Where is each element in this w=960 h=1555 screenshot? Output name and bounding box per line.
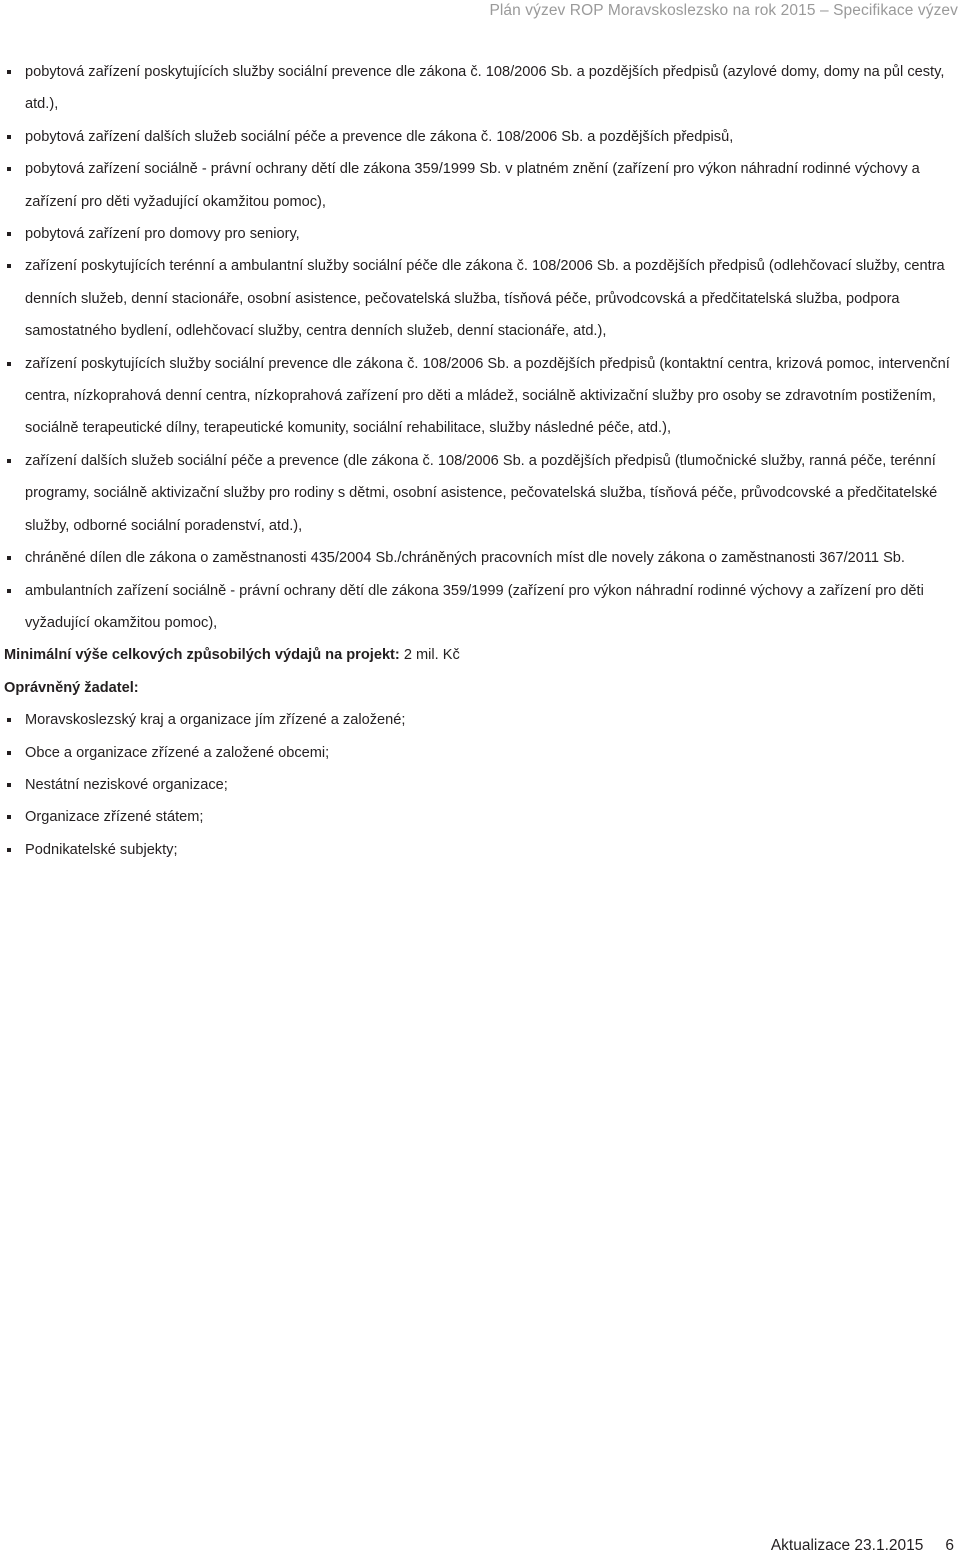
list-item [4, 121, 954, 153]
min-expenditure-value: 2 mil. Kč [403, 647, 460, 664]
running-header: Plán výzev ROP Moravskoslezsko na rok 2015 – Specifikace výzev [489, 2, 958, 19]
update-date: Aktualizace 23.1.2015 [770, 1537, 924, 1554]
list-item [4, 704, 954, 736]
bullet-marker [7, 167, 11, 171]
list-item-text: Nestátní neziskové organizace; [25, 776, 228, 793]
min-expenditure-label: Minimální výše celkových způsobilých výdajů na projekt: [4, 647, 400, 664]
list-item [4, 737, 954, 769]
list-item-text: Moravskoslezský kraj a organizace jím zřízené a založené; [25, 712, 406, 729]
page-footer [771, 1537, 954, 1555]
list-item-text: ambulantních zařízení sociálně - právní ochrany dětí dle zákona 359/1999 (zařízení pro výkon náhradní rodinné výchovy a zařízení pro děti vyžadující okamžitou pomoc), [25, 582, 924, 631]
list-item-text: pobytová zařízení pro domovy pro seniory, [25, 226, 300, 243]
list-item [4, 218, 954, 250]
list-item [4, 445, 954, 542]
page-number: 6 [945, 1537, 954, 1554]
list-item-text: pobytová zařízení poskytujících služby sociální prevence dle zákona č. 108/2006 Sb. a pozdějších předpisů (azylové domy, domy na půl cesty, atd.), [25, 64, 945, 113]
facility-list [4, 56, 954, 639]
bullet-marker [7, 70, 11, 74]
min-expenditure-line [4, 639, 954, 671]
list-item-text: zařízení dalších služeb sociální péče a prevence (dle zákona č. 108/2006 Sb. a pozdějších předpisů (tlumočnické služby, ranná péče, terénní programy, sociálně aktivizační služby pro rodiny s dětmi, osobní asistence, pečovatelská služba, tísňová péče, průvodcovské a předčitatelské služby, odborné sociální poradenství, atd.), [25, 452, 938, 534]
bullet-marker [7, 362, 11, 366]
list-item [4, 250, 954, 347]
bullet-marker [7, 135, 11, 139]
bullet-marker [7, 718, 11, 722]
bullet-marker [7, 589, 11, 593]
bullet-marker [7, 459, 11, 463]
list-item [4, 769, 954, 801]
list-item-text: pobytová zařízení sociálně - právní ochrany dětí dle zákona 359/1999 Sb. v platném znění (zařízení pro výkon náhradní rodinné výchovy a zařízení pro děti vyžadující okamžitou pomoc), [25, 161, 920, 210]
list-item-text: chráněné dílen dle zákona o zaměstnanosti 435/2004 Sb./chráněných pracovních míst dle novely zákona o zaměstnanosti 367/2011 Sb. [25, 550, 905, 567]
list-item-text: zařízení poskytujících služby sociální prevence dle zákona č. 108/2006 Sb. a pozdějších předpisů (kontaktní centra, krizová pomoc, intervenční centra, nízkoprahová denní centra, nízkoprahová zařízení pro děti a mládež, sociálně aktivizační služby pro osoby se zdravotním postižením, sociálně terapeutické dílny, terapeutické komunity, sociální rehabilitace, služby následné péče, atd.), [25, 355, 950, 437]
bullet-marker [7, 815, 11, 819]
list-item-text: Obce a organizace zřízené a založené obcemi; [25, 744, 330, 761]
list-item [4, 834, 954, 866]
bullet-marker [7, 232, 11, 236]
list-item-text: Organizace zřízené státem; [25, 809, 204, 826]
list-item-text: zařízení poskytujících terénní a ambulantní služby sociální péče dle zákona č. 108/2006 Sb. a pozdějších předpisů (odlehčovací služby, centra denních služeb, denní stacionáře, osobní asistence, pečovatelská služba, tísňová péče, průvodcovská a předčitatelská služba, podpora samostatného bydlení, odlehčovací služby, centra denních služeb, denní stacionáře, atd.), [25, 258, 945, 340]
bullet-marker [7, 264, 11, 268]
eligible-applicant-list [4, 704, 954, 866]
list-item-text: pobytová zařízení dalších služeb sociální péče a prevence dle zákona č. 108/2006 Sb. a pozdějších předpisů, [25, 128, 734, 145]
eligible-applicant-heading: Oprávněný žadatel: [4, 679, 139, 696]
bullet-marker [7, 848, 11, 852]
bullet-marker [7, 556, 11, 560]
list-item-text: Podnikatelské subjekty; [25, 841, 178, 858]
page-content [4, 56, 954, 866]
list-item [4, 56, 954, 121]
bullet-marker [7, 783, 11, 787]
bullet-marker [7, 751, 11, 755]
list-item [4, 153, 954, 218]
list-item [4, 575, 954, 640]
list-item [4, 801, 954, 833]
list-item [4, 348, 954, 445]
list-item [4, 542, 954, 574]
